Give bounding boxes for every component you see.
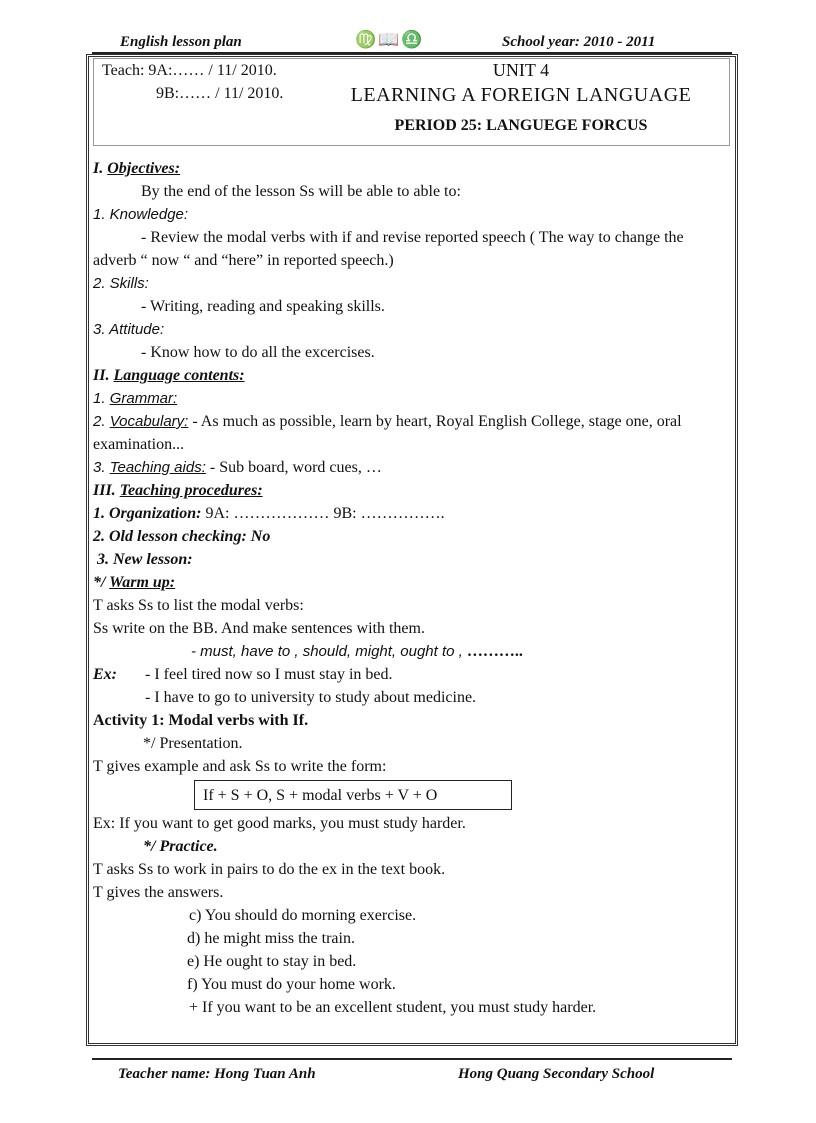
school-name: Hong Quang Secondary School [458, 1066, 655, 1082]
lesson-title: LEARNING A FOREIGN LANGUAGE [350, 84, 692, 106]
answer-item: d) he might miss the train. [187, 930, 355, 947]
knowledge-label: 1. Knowledge: [93, 206, 189, 223]
grammar-label: 1. Grammar: [93, 390, 178, 407]
answer-item: + If you want to be an excellent student, you must study harder. [189, 999, 597, 1016]
zodiac-book-icon: ♍📖♎ [355, 30, 425, 49]
attitude-text: - Know how to do all the excercises. [141, 344, 375, 361]
teaching-aids-line: 3. Teaching aids: - Sub board, word cues, … [93, 459, 382, 476]
answer-item: e) He ought to stay in bed. [187, 953, 357, 970]
header-left-text: English lesson plan [120, 34, 242, 50]
period-title: PERIOD 25: LANGUEGE FORCUS [394, 117, 648, 134]
gives-example-line: T gives example and ask Ss to write the form: [93, 758, 387, 775]
pairs-instruction: T asks Ss to work in pairs to do the ex in the text book. [93, 861, 446, 878]
presentation-label: */ Presentation. [143, 735, 243, 752]
old-lesson-line: 2. Old lesson checking: No [93, 528, 271, 545]
activity-1-heading: Activity 1: Modal verbs with If. [93, 712, 309, 729]
teach-date-9b: 9B:…… / 11/ 2010. [156, 85, 284, 102]
skills-text: - Writing, reading and speaking skills. [141, 298, 385, 315]
warm-up-line-1: T asks Ss to list the modal verbs: [93, 597, 304, 614]
example-line-1: Ex: - I feel tired now so I must stay in bed. [93, 666, 393, 683]
vocabulary-line: 2. Vocabulary: - As much as possible, learn by heart, Royal English College, stage one, oral examination... [93, 413, 682, 453]
modal-verbs-list: - must, have to , should, might, ought to , ……….. [191, 643, 523, 660]
teacher-name: Teacher name: Hong Tuan Anh [118, 1066, 316, 1082]
example-line-2: - I have to go to university to study about medicine. [145, 689, 477, 706]
new-lesson-line: 3. New lesson: [97, 551, 193, 568]
teach-date-9a: Teach: 9A:…… / 11/ 2010. [102, 62, 277, 79]
header-right-text: School year: 2010 - 2011 [502, 34, 656, 50]
formula-box: If + S + O, S + modal verbs + V + O [194, 780, 512, 810]
formula-example: Ex: If you want to get good marks, you must study harder. [93, 815, 466, 832]
formula-row [93, 778, 723, 812]
language-heading: II. Language contents: [93, 367, 245, 384]
practice-label: */ Practice. [143, 838, 218, 855]
knowledge-text: - Review the modal verbs with if and revise reported speech ( The way to change the adverb “ now “ and “here” in reported speech.) [93, 229, 684, 269]
answers-intro: T gives the answers. [93, 884, 224, 901]
footer-divider [92, 1058, 732, 1060]
skills-label: 2. Skills: [93, 275, 149, 292]
warm-up-heading: */ Warm up: [93, 574, 176, 591]
warm-up-line-2: Ss write on the BB. And make sentences with them. [93, 620, 425, 637]
unit-number: UNIT 4 [492, 60, 550, 80]
answer-item: c) You should do morning exercise. [189, 907, 417, 924]
lesson-content [93, 157, 723, 1019]
attitude-label: 3. Attitude: [93, 321, 165, 338]
objectives-intro: By the end of the lesson Ss will be able to able to: [141, 183, 461, 200]
page-header [92, 30, 732, 52]
answer-item: f) You must do your home work. [187, 976, 396, 993]
procedures-heading: III. Teaching procedures: [93, 482, 263, 499]
organization-line: 1. Organization: 9A: ……………… 9B: ……………. [93, 505, 445, 522]
objectives-heading: I. Objectives: [93, 160, 181, 177]
